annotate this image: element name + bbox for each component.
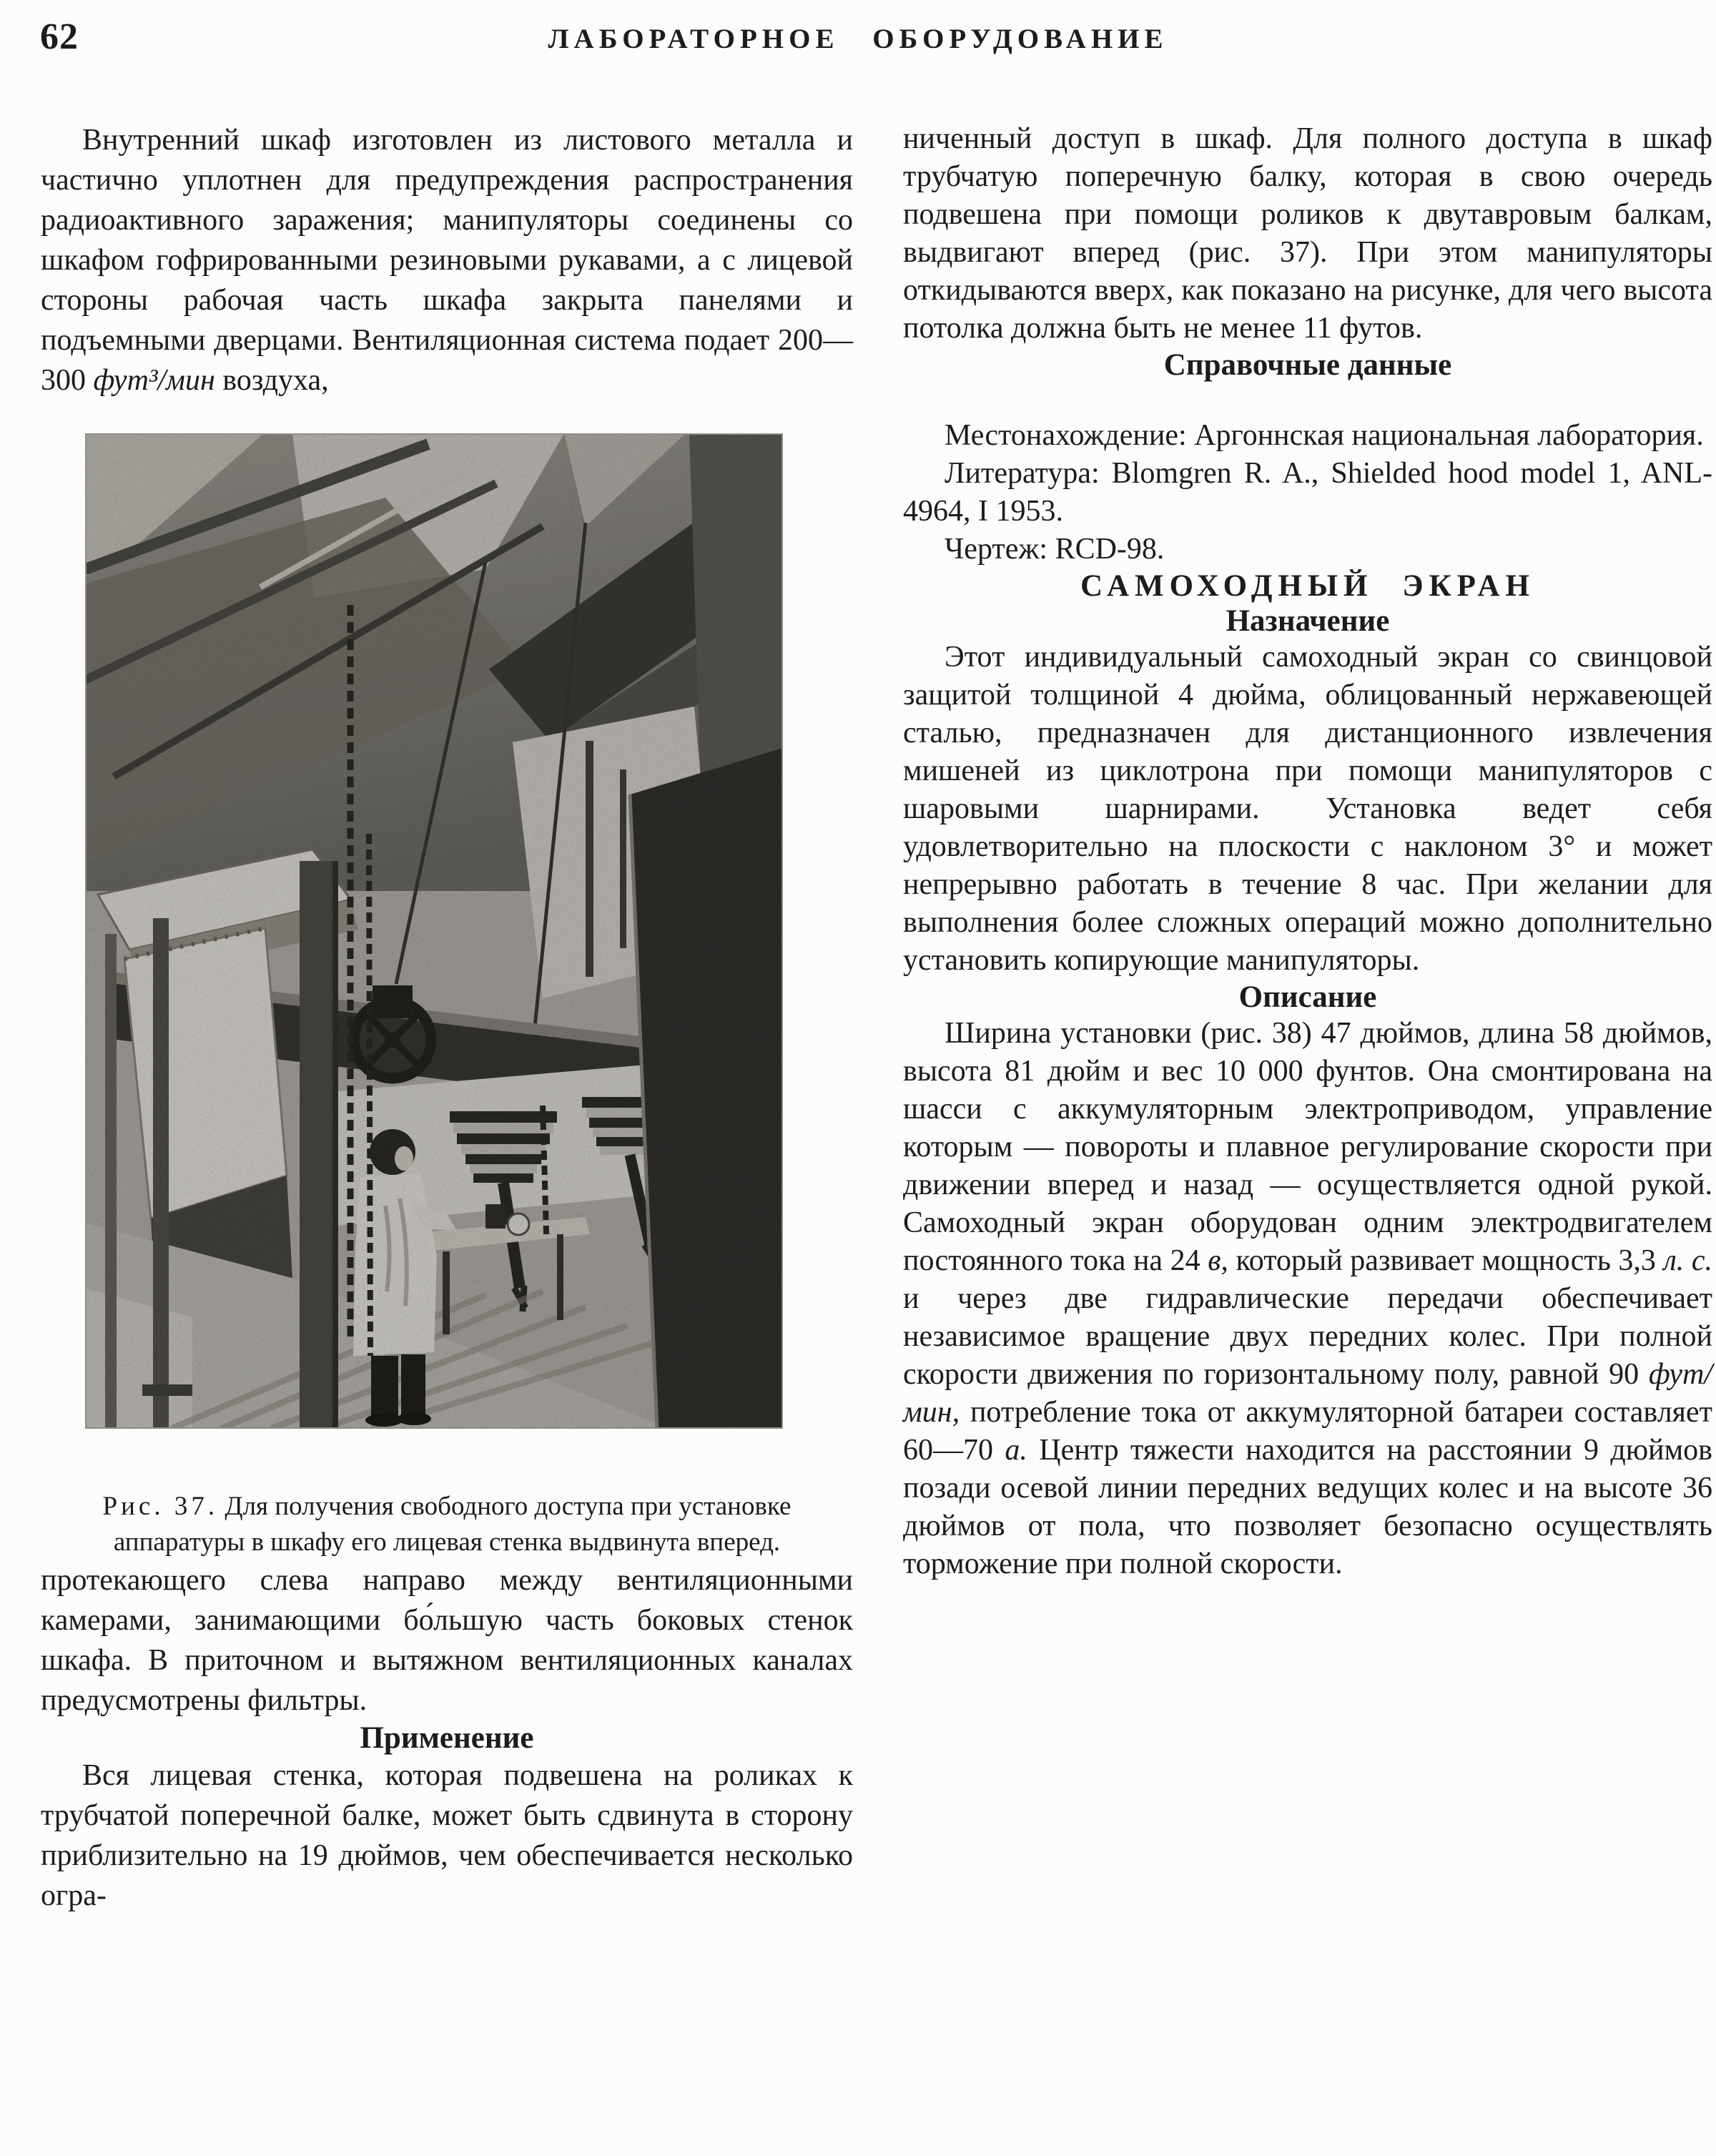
left-column [41, 120, 853, 1916]
paragraph-description: Ширина установки (рис. 38) 47 дюймов, длина 58 дюймов, высота 81 дюйм и вес 10 000 фунтов. Она смонтирована на шасси с аккумуляторным электроприводом, управление которым — повороты и плавное регулирование скорости при движении вперед и назад — осуществляется одной рукой. Самоходный экран оборудован одним электродвигателем постоянного тока на 24 в, который развивает мощность 3,3 л. с. и через две гидравлические передачи обеспечивает независимое вращение двух передних колес. При полной скорости движения по горизонтальному полу, равной 90 фут/мин, потребление тока от аккумуляторной батареи составляет 60—70 а. Центр тяжести находится на расстоянии 9 дюймов позади осевой линии передних ведущих колес и на высоте 36 дюймов от пола, что позволяет безопасно осуществлять торможение при полной скорости. [903, 1017, 1713, 1580]
heading-naznachenie: Назначение [1226, 604, 1390, 638]
paragraph-airflow: протекающего слева направо между вентиляционными камерами, занимающими бо́льшую часть боковых стенок шкафа. В приточном и вытяжном вентиляционных каналах предусмотрены фильтры. [41, 1564, 853, 1717]
figure-caption [57, 1489, 837, 1560]
reference-location: Местонахождение: Аргоннская национальная лаборатория. [945, 419, 1704, 452]
heading-reference-data: Справочные данные [1163, 348, 1452, 382]
paragraph-inner-cabinet: Внутренний шкаф изготовлен из листового металла и частично уплотнен для предупреждения распространения радиоактивного заражения; манипуляторы соединены со шкафом гофрированными резиновыми рукавами, а с лицевой стороны рабочая часть шкафа закрыта панелями и подъемными дверцами. Вентиляционная система подает 200—300 фут³/мин воздуха, [41, 124, 853, 397]
shielded-hood-photo-illustration [85, 433, 783, 1429]
heading-opisanie: Описание [1238, 980, 1377, 1014]
reference-block [903, 417, 1712, 568]
right-column [903, 120, 1712, 1583]
running-head: ЛАБОРАТОРНОЕ ОБОРУДОВАНИЕ [548, 24, 1168, 54]
figure-photo [85, 433, 783, 1429]
heading-primenenie: Применение [360, 1721, 534, 1755]
heading-self-propelled-screen: САМОХОДНЫЙ ЭКРАН [1080, 569, 1535, 603]
paragraph-front-wall: Вся лицевая стенка, которая подвешена на роликах к трубчатой поперечной балке, может быть сдвинута в сторону приблизительно на 19 дюймов, чем обеспечивается несколько огра- [41, 1759, 853, 1912]
reference-drawing: Чертеж: RCD-98. [945, 533, 1165, 566]
reference-literature: Литература: Blomgren R. A., Shielded hood model 1, ANL-4964, I 1953. [903, 457, 1712, 528]
paragraph-access-continued: ниченный доступ в шкаф. Для полного доступа в шкаф трубчатую поперечную балку, которая в свою очередь подвешена при помощи роликов к двутавровым балкам, выдвигают вперед (рис. 37). При этом манипуляторы откидываются вверх, как показано на рисунке, для чего высота потолка должна быть не менее 11 футов. [903, 122, 1712, 345]
page-number: 62 [40, 16, 79, 57]
figure-37 [41, 433, 853, 1560]
figure-caption-text: Для получения свободного доступа при установке аппаратуры в шкафу его лицевая стенка выдвинута вперед. [113, 1492, 792, 1557]
paragraph-purpose: Этот индивидуальный самоходный экран со свинцовой защитой толщиной 4 дюйма, облицованный нержавеющей сталью, предназначен для дистанционного извлечения мишеней из циклотрона при помощи манипуляторов с шаровыми шарнирами. Установка ведет себя удовлетворительно на плоскости с наклоном 3° и может непрерывно работать в течение 8 час. При желании для выполнения более сложных операций можно дополнительно установить копирующие манипуляторы. [903, 641, 1712, 977]
figure-caption-label: Рис. 37. [102, 1492, 219, 1521]
